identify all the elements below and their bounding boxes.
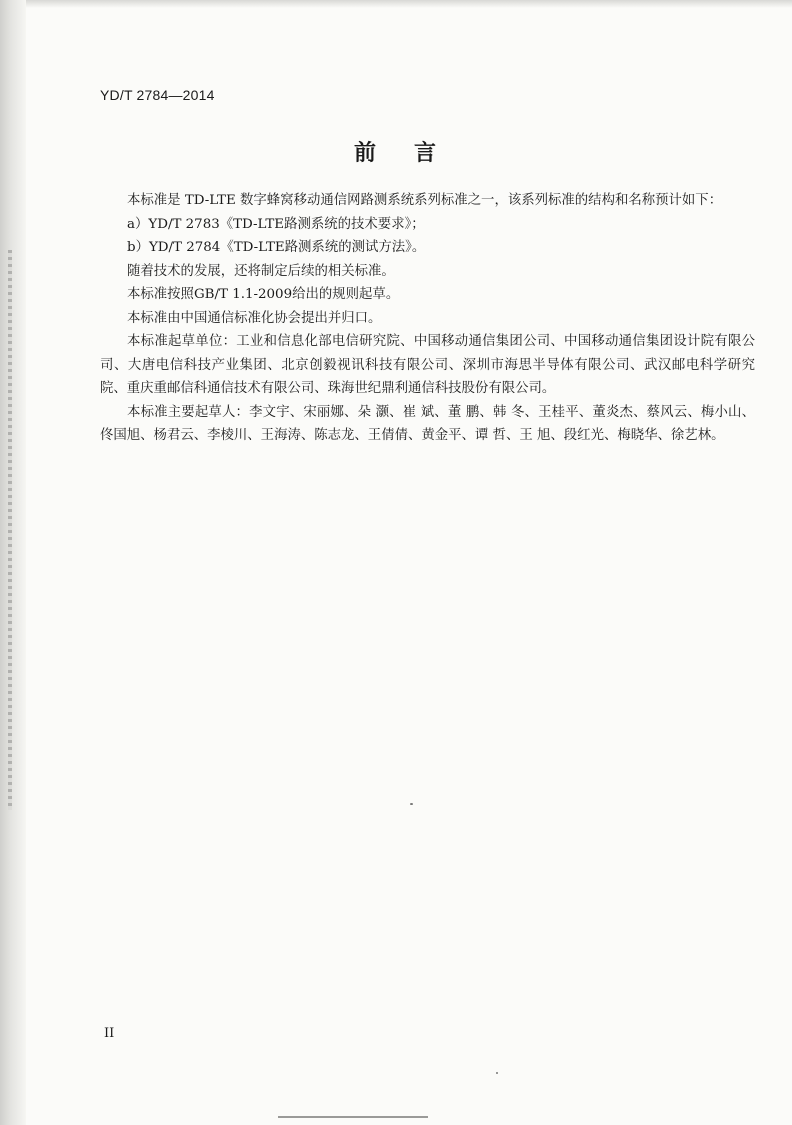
paragraph-drafters: 本标准主要起草人：李文宇、宋丽娜、朵 灏、崔 斌、董 鹏、韩 冬、王桂平、董炎杰、蔡风云、梅小山、佟国旭、杨君云、李棱川、王海涛、陈志龙、王倩倩、黄金平、谭 哲、王 旭、段红光、梅晓华、徐艺林。 (100, 404, 755, 443)
list-item-a: a）YD/T 2783《TD-LTE路测系统的技术要求》； (127, 216, 425, 232)
paragraph-drafting-units: 本标准起草单位：工业和信息化部电信研究院、中国移动通信集团公司、中国移动通信集团设计院有限公司、大唐电信科技产业集团、北京创毅视讯科技有限公司、深圳市海思半导体有限公司、武汉邮电科学研究院、重庆重邮信科通信技术有限公司、珠海世纪鼎利通信科技股份有限公司。 (100, 334, 755, 396)
foreword-body (100, 189, 755, 448)
paragraph-future: 随着技术的发展，还将制定后续的相关标准。 (127, 263, 395, 279)
scan-top-shadow (0, 0, 792, 8)
list-item-b: b）YD/T 2784《TD-LTE路测系统的测试方法》。 (127, 240, 426, 255)
scan-speck (496, 1072, 498, 1074)
page-number: II (104, 1026, 115, 1041)
standard-number-header: YD/T 2784—2014 (100, 87, 215, 103)
paragraph-proposer: 本标准由中国通信标准化协会提出并归口。 (127, 310, 382, 326)
paragraph-intro: 本标准是 TD-LTE 数字蜂窝移动通信网路测系统系列标准之一，该系列标准的结构和名称预计如下： (127, 193, 723, 208)
page-title: 前言 (353, 141, 474, 166)
paragraph-rules: 本标准按照GB/T 1.1-2009给出的规则起草。 (127, 287, 400, 302)
scan-bottom-mark (278, 1116, 428, 1118)
scan-binding-edge (0, 0, 26, 1125)
scan-speck (410, 803, 413, 805)
